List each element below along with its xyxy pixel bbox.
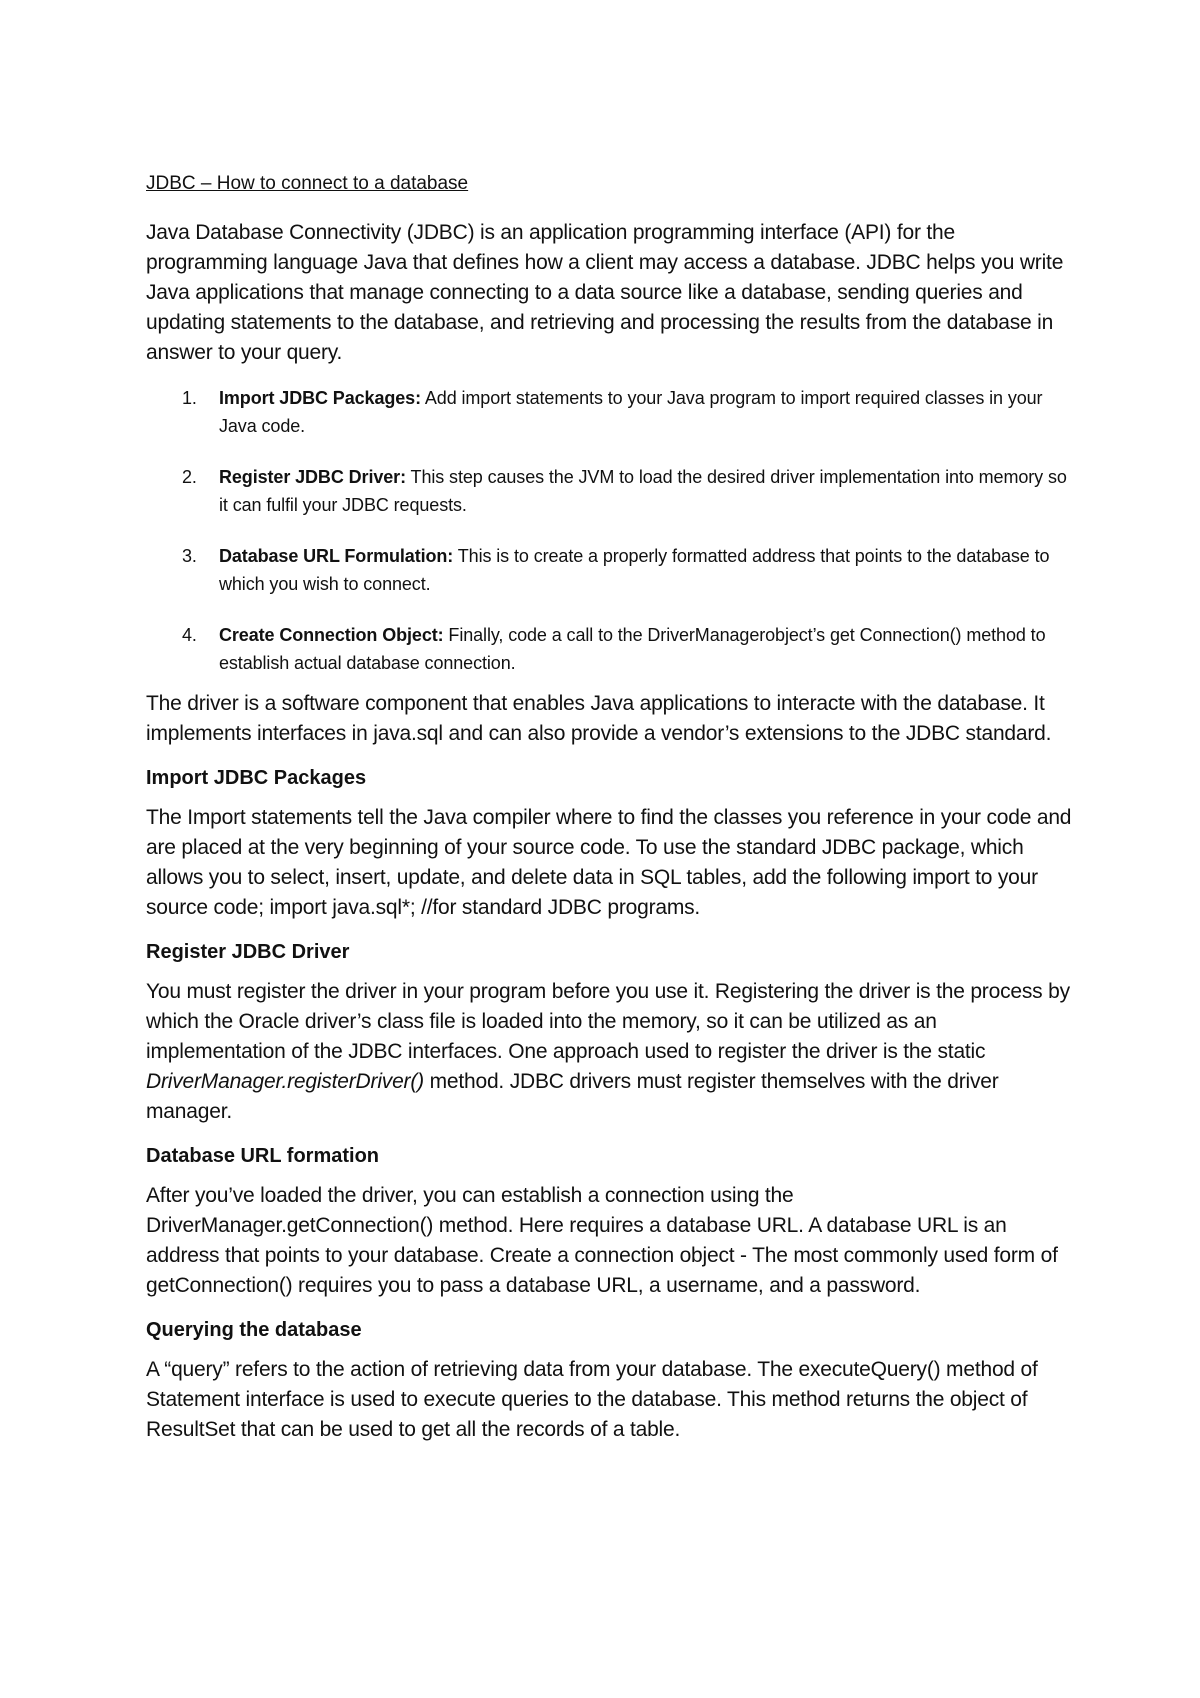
url-paragraph: After you’ve loaded the driver, you can establish a connection using the DriverManager.getConnection() method. Here requires a database URL. A database URL is an address that points to your database. Create a connection object - The most commonly used form of getConnection() requires you to pass a database URL, a username, and a password.	[146, 1184, 1058, 1297]
document-page	[146, 172, 1076, 1459]
register-paragraph	[146, 977, 1076, 1127]
step-term: Create Connection Object:	[219, 625, 444, 645]
intro-paragraph: Java Database Connectivity (JDBC) is an application programming interface (API) for the programming language Java that defines how a client may access a database. JDBC helps you write Java applications that manage connecting to a data source like a database, sending queries and updating statements to the database, and retrieving and processing the results from the database in answer to your query.	[146, 221, 1064, 364]
step-item	[146, 621, 1076, 677]
driver-paragraph: The driver is a software component that enables Java applications to interacte with the database. It implements interfaces in java.sql and can also provide a vendor’s extensions to the JDBC standard.	[146, 692, 1052, 745]
document-title: JDBC – How to connect to a database	[146, 173, 469, 194]
register-method-name: DriverManager.registerDriver()	[146, 1070, 424, 1093]
step-number: 2.	[182, 467, 197, 487]
step-text: Finally, code a call to the DriverManagerobject’s get Connection() method to establish actual database connection.	[219, 625, 1046, 673]
steps-list	[146, 384, 1076, 677]
step-text: This step causes the JVM to load the desired driver implementation into memory so it can fulfil your JDBC requests.	[219, 467, 1067, 515]
register-text-before: You must register the driver in your program before you use it. Registering the driver is the process by which the Oracle driver’s class file is loaded into the memory, so it can be utilized as an implementation of the JDBC interfaces. One approach used to register the driver is the static	[146, 980, 1070, 1063]
step-item	[146, 463, 1076, 519]
step-text: Add import statements to your Java program to import required classes in your Java code.	[219, 388, 1043, 436]
step-number: 1.	[182, 388, 197, 408]
step-number: 3.	[182, 546, 197, 566]
step-item	[146, 542, 1076, 598]
step-term: Import JDBC Packages:	[219, 388, 421, 408]
register-heading: Register JDBC Driver	[146, 941, 350, 963]
query-paragraph: A “query” refers to the action of retrieving data from your database. The executeQuery() method of Statement interface is used to execute queries to the database. This method returns the object of ResultSet that can be used to get all the records of a table.	[146, 1358, 1038, 1441]
register-text-after: method. JDBC drivers must register themselves with the driver manager.	[146, 1070, 999, 1123]
step-item	[146, 384, 1076, 440]
step-number: 4.	[182, 625, 197, 645]
step-text: This is to create a properly formatted address that points to the database to which you wish to connect.	[219, 546, 1050, 594]
import-paragraph: The Import statements tell the Java compiler where to find the classes you reference in your code and are placed at the very beginning of your source code. To use the standard JDBC package, which allows you to select, insert, update, and delete data in SQL tables, add the following import to your source code; import java.sql*; //for standard JDBC programs.	[146, 806, 1072, 919]
query-heading: Querying the database	[146, 1319, 362, 1341]
step-term: Register JDBC Driver:	[219, 467, 406, 487]
url-heading: Database URL formation	[146, 1145, 380, 1167]
step-term: Database URL Formulation:	[219, 546, 454, 566]
import-heading: Import JDBC Packages	[146, 767, 367, 789]
